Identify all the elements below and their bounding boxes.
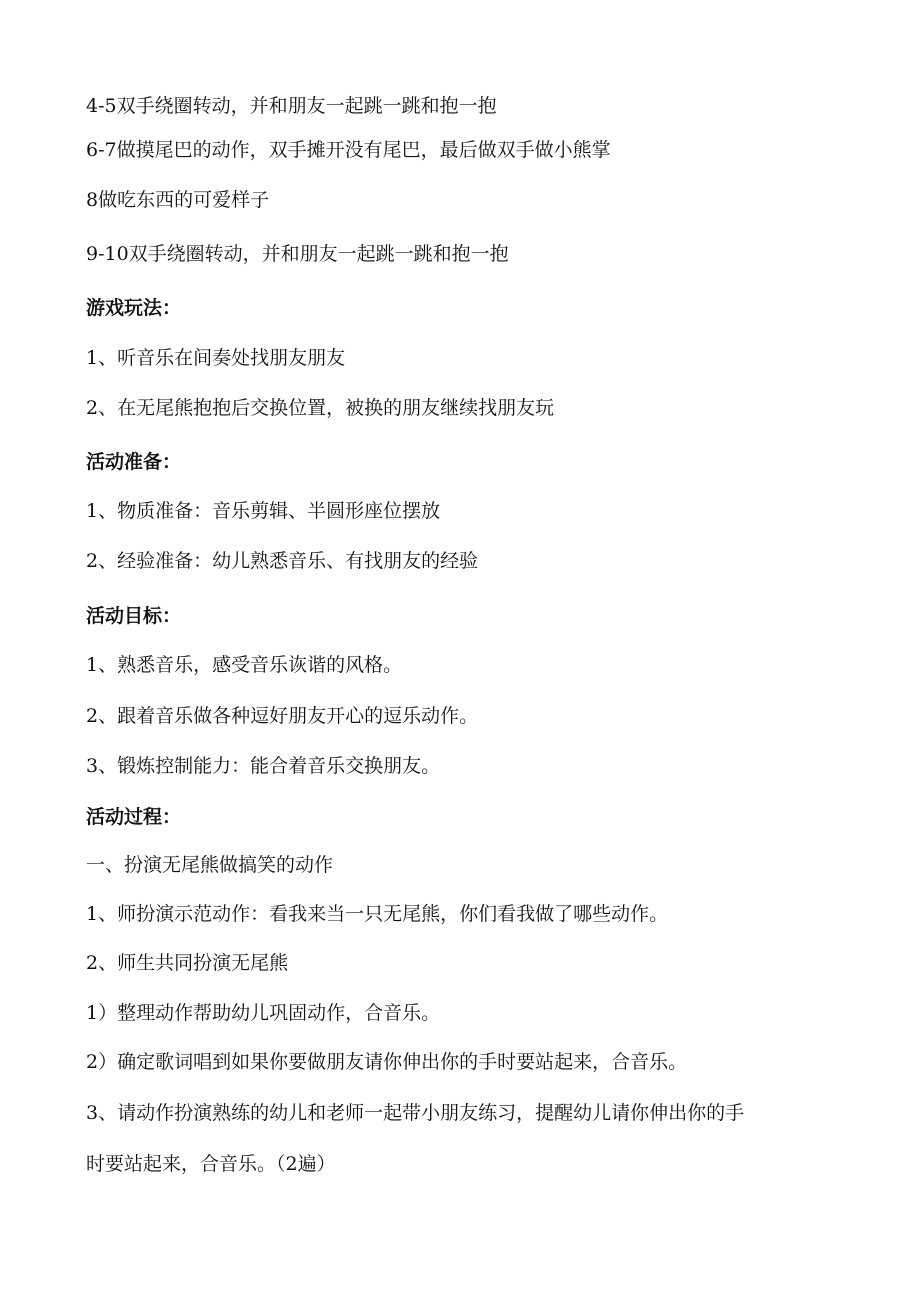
heading-game-rules: 游戏玩法： xyxy=(86,297,182,319)
process-part-1: 一、扮演无尾熊做搞笑的动作 xyxy=(86,854,334,876)
process-step-2: 2、师生共同扮演无尾熊 xyxy=(86,952,289,974)
action-line-9-10: 9-10双手绕圈转动，并和朋友一起跳一跳和抱一抱 xyxy=(86,243,509,265)
game-rule-1: 1、听音乐在间奏处找朋友朋友 xyxy=(86,347,346,369)
action-line-4-5: 4-5双手绕圈转动，并和朋友一起跳一跳和抱一抱 xyxy=(86,95,497,117)
action-line-6-7: 6-7做摸尾巴的动作，双手摊开没有尾巴，最后做双手做小熊掌 xyxy=(86,139,611,161)
preparation-1: 1、物质准备：音乐剪辑、半圆形座位摆放 xyxy=(86,500,441,522)
process-step-3-cont: 时要站起来，合音乐。（2遍） xyxy=(86,1153,336,1175)
goal-3: 3、锻炼控制能力：能合着音乐交换朋友。 xyxy=(86,755,441,777)
action-line-8: 8做吃东西的可爱样子 xyxy=(86,189,270,211)
heading-goals: 活动目标： xyxy=(86,605,182,627)
heading-process: 活动过程： xyxy=(86,806,182,828)
process-substep-1: 1）整理动作帮助幼儿巩固动作，合音乐。 xyxy=(86,1002,441,1024)
heading-preparation: 活动准备： xyxy=(86,451,182,473)
game-rule-2: 2、在无尾熊抱抱后交换位置，被换的朋友继续找朋友玩 xyxy=(86,397,555,419)
goal-1: 1、熟悉音乐，感受音乐诙谐的风格。 xyxy=(86,654,403,676)
process-substep-2: 2）确定歌词唱到如果你要做朋友请你伸出你的手时要站起来，合音乐。 xyxy=(86,1051,688,1073)
goal-2: 2、跟着音乐做各种逗好朋友开心的逗乐动作。 xyxy=(86,705,479,727)
process-step-1: 1、师扮演示范动作：看我来当一只无尾熊，你们看我做了哪些动作。 xyxy=(86,903,669,925)
process-step-3: 3、请动作扮演熟练的幼儿和老师一起带小朋友练习，提醒幼儿请你伸出你的手 xyxy=(86,1102,745,1124)
preparation-2: 2、经验准备：幼儿熟悉音乐、有找朋友的经验 xyxy=(86,550,479,572)
